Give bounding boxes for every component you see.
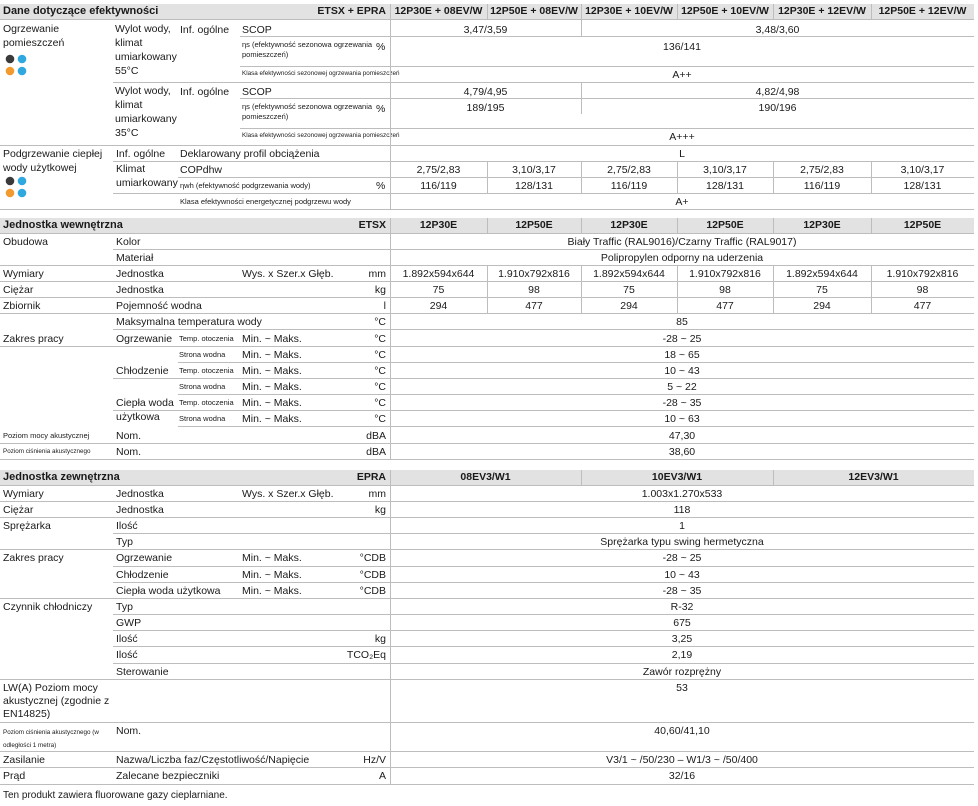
eta-wh-value: 116/119: [803, 180, 841, 192]
dhw-range-label: Ciepła woda użytkowa: [116, 397, 174, 423]
sound-power-label: Poziom mocy akustycznej: [3, 431, 90, 440]
celsius-unit: °C: [374, 397, 386, 409]
minmax-label: Min. ~ Maks.: [242, 333, 302, 345]
refrigerant-qty-value: 3,25: [671, 633, 693, 645]
general-info-label: Inf. ogólne: [180, 24, 230, 36]
copdhw-value: 3,10/3,17: [900, 164, 945, 176]
nom-label: Nom.: [116, 725, 142, 737]
quantity-label: Ilość: [116, 633, 138, 645]
fuse-label: Zalecane bezpieczniki: [116, 770, 220, 782]
ambient-label: Temp. otoczenia: [179, 398, 234, 407]
copdhw-value: 2,75/2,83: [800, 164, 844, 176]
dhw-water-value: 10 ~ 63: [664, 413, 700, 425]
class-55-value: A++: [672, 69, 692, 81]
fuse-value: 32/16: [668, 770, 696, 782]
volume-value: 294: [813, 300, 831, 312]
dba-unit: dBA: [366, 446, 386, 458]
mm-unit: mm: [368, 268, 386, 280]
operating-range-label: Zakres pracy: [3, 552, 64, 564]
efficiency-title: Dane dotyczące efektywności: [3, 5, 159, 17]
outdoor-col-2: 10EV3/W1: [651, 471, 703, 483]
indoor-col-3: 12P30E: [610, 219, 648, 231]
eta-s-label: ηs (efektywność sezonowa ogrzewania pomieszczeń): [242, 40, 373, 59]
hwd-label: Wys. x Szer.x Głęb.: [242, 268, 334, 280]
dimensions-label: Wymiary: [3, 488, 44, 500]
indoor-col-2: 12P50E: [515, 219, 553, 231]
dims-value: 1.910x792x816: [498, 268, 570, 280]
refrigerant-type-value: R-32: [670, 601, 694, 613]
compressor-type-value: Sprężarka typu swing hermetyczna: [600, 536, 764, 548]
max-temp-value: 85: [676, 316, 688, 328]
water-volume-label: Pojemność wodna: [116, 300, 202, 312]
max-temp-label: Maksymalna temperatura wody: [116, 316, 262, 328]
compressor-qty-value: 1: [679, 520, 685, 532]
cool-water-value: 5 ~ 22: [667, 381, 697, 393]
scop-55-value: 3,48/3,60: [755, 24, 800, 36]
minmax-label: Min. ~ Maks.: [242, 552, 302, 564]
material-value: Polipropylen odporny na uderzenia: [600, 252, 764, 264]
efficiency-col-3: 12P30E + 10EV/W: [585, 5, 673, 17]
operating-range-label: Zakres pracy: [3, 333, 64, 345]
eta-s-label: ηs (efektywność sezonowa ogrzewania pomieszczeń): [242, 102, 373, 121]
ambient-label: Temp. otoczenia: [179, 334, 234, 343]
droplets-icon: [3, 53, 29, 79]
indoor-unit-title: Jednostka wewnętrzna: [3, 219, 123, 231]
eta-35-value: 190/196: [758, 102, 797, 114]
control-value: Zawór rozprężny: [642, 666, 722, 678]
efficiency-model-mark: ETSX + EPRA: [317, 5, 386, 17]
percent-unit: %: [376, 180, 386, 192]
color-label: Kolor: [116, 236, 141, 248]
tco2-value: 2,19: [671, 649, 693, 661]
gwp-label: GWP: [116, 617, 142, 629]
dims-value: 1.892x594x644: [786, 268, 858, 280]
nom-label: Nom.: [116, 430, 142, 442]
indoor-col-4: 12P50E: [706, 219, 744, 231]
eta-wh-value: 116/119: [610, 180, 648, 192]
heat-ambient-value: -28 ~ 25: [662, 333, 702, 345]
weight-value: 75: [623, 284, 635, 296]
dims-value: 1.892x594x644: [402, 268, 475, 280]
minmax-label: Min. ~ Maks.: [242, 381, 302, 393]
general-info-label: Inf. ogólne: [180, 86, 230, 98]
volume-value: 294: [429, 300, 448, 312]
cdb-unit: °CDB: [359, 585, 386, 597]
hzv-unit: Hz/V: [363, 754, 386, 766]
volume-value: 477: [913, 300, 932, 312]
lwa-value: 53: [676, 682, 688, 694]
outdoor-sound-pressure-label: Poziom ciśnienia akustycznego (w odległości 1 metra): [3, 729, 99, 749]
indoor-col-6: 12P50E: [903, 219, 942, 231]
sound-pressure-value: 38,60: [668, 446, 696, 458]
eta-wh-value: 128/131: [706, 180, 744, 192]
dims-value: 1.910x792x816: [689, 268, 761, 280]
kg-unit: kg: [374, 284, 386, 296]
efficiency-col-1: 12P30E + 08EV/W: [394, 5, 483, 17]
kg-unit: kg: [374, 633, 386, 645]
efficiency-col-4: 12P50E + 10EV/W: [681, 5, 769, 17]
dhw-general-label: Inf. ogólne: [116, 148, 166, 160]
dhw-class-value: A+: [675, 196, 689, 208]
copdhw-value: 3,10/3,17: [512, 164, 556, 176]
eta-35-value: 189/195: [466, 102, 505, 114]
outdoor-dhw-value: -28 ~ 35: [662, 585, 702, 597]
weight-value: 75: [816, 284, 828, 296]
droplets-icon: [3, 175, 29, 201]
copdhw-label: COPdhw: [180, 164, 223, 176]
outdoor-col-1: 08EV3/W1: [460, 471, 511, 483]
type-label: Typ: [116, 601, 133, 613]
weight-value: 98: [916, 284, 929, 296]
heating-label: Ogrzewanie: [116, 333, 173, 345]
cdb-unit: °CDB: [359, 569, 386, 581]
outdoor-dims-value: 1.003x1.270x533: [641, 488, 723, 500]
eta-wh-value: 128/131: [903, 180, 942, 192]
outdoor-model-mark: EPRA: [356, 471, 386, 483]
minmax-label: Min. ~ Maks.: [242, 585, 302, 597]
energy-class-label: Klasa efektywności sezonowej ogrzewania pomieszczeń: [242, 70, 400, 77]
volume-value: 294: [620, 300, 638, 312]
celsius-unit: °C: [374, 316, 386, 328]
tco2-unit: TCO₂Eq: [346, 649, 386, 661]
unit-label: Jednostka: [116, 268, 164, 280]
compressor-label: Sprężarka: [3, 520, 51, 532]
copdhw-value: 2,75/2,83: [607, 164, 651, 176]
weight-label: Ciężar: [3, 504, 34, 516]
nom-label: Nom.: [116, 446, 142, 458]
eta-wh-value: 116/119: [420, 180, 457, 192]
load-profile-label: Deklarowany profil obciążenia: [180, 148, 320, 160]
mild-35-label: Wylot wody, klimat umiarkowany 35°C: [115, 85, 177, 139]
scop-55-value: 3,47/3,59: [463, 24, 508, 36]
scop-label: SCOP: [242, 86, 272, 98]
heating-label: Ogrzewanie: [116, 552, 173, 564]
celsius-unit: °C: [374, 413, 386, 425]
outdoor-heat-value: -28 ~ 25: [662, 552, 702, 564]
quantity-label: Ilość: [116, 649, 138, 661]
lwa-label: LW(A) Poziom mocy akustycznej (zgodnie z EN14825): [3, 682, 110, 720]
percent-unit: %: [376, 103, 386, 115]
color-value: Biały Traffic (RAL9016)/Czarny Traffic (RAL9017): [567, 236, 797, 248]
litre-unit: l: [383, 300, 386, 312]
waterside-label: Strona wodna: [179, 350, 226, 359]
dimensions-label: Wymiary: [3, 268, 44, 280]
current-label: Prąd: [3, 770, 26, 782]
indoor-col-1: 12P30E: [419, 219, 458, 231]
tank-label: Zbiornik: [3, 300, 41, 312]
control-label: Sterowanie: [116, 666, 169, 678]
minmax-label: Min. ~ Maks.: [242, 349, 302, 361]
minmax-label: Min. ~ Maks.: [242, 569, 302, 581]
mild-55-label: Wylot wody, klimat umiarkowany 55°C: [115, 23, 177, 77]
waterside-label: Strona wodna: [179, 414, 226, 423]
heat-water-value: 18 ~ 65: [664, 349, 700, 361]
waterside-label: Strona wodna: [179, 382, 226, 391]
indoor-col-5: 12P30E: [803, 219, 841, 231]
outdoor-cool-value: 10 ~ 43: [664, 569, 700, 581]
volume-value: 477: [525, 300, 543, 312]
energy-class-label: Klasa efektywności sezonowej ogrzewania pomieszczeń: [242, 132, 400, 139]
indoor-model-mark: ETSX: [358, 219, 386, 231]
copdhw-value: 2,75/2,83: [416, 164, 461, 176]
outdoor-col-3: 12EV3/W1: [848, 471, 899, 483]
outdoor-unit-title: Jednostka zewnętrzna: [3, 471, 120, 483]
dba-unit: dBA: [366, 430, 386, 442]
material-label: Materiał: [116, 252, 154, 264]
outdoor-sound-pressure-value: 40,60/41,10: [654, 725, 710, 737]
celsius-unit: °C: [374, 381, 386, 393]
copdhw-value: 3,10/3,17: [703, 164, 747, 176]
unit-label: Jednostka: [116, 504, 164, 516]
supply-value: V3/1 ~ /50/230 – W1/3 ~ /50/400: [606, 754, 758, 766]
amp-unit: A: [378, 770, 386, 782]
dhw-ambient-value: -28 ~ 35: [662, 397, 702, 409]
load-profile-value: L: [679, 148, 685, 160]
mm-unit: mm: [368, 488, 386, 500]
sound-power-value: 47,30: [668, 430, 696, 442]
quantity-label: Ilość: [116, 520, 138, 532]
weight-value: 75: [432, 284, 445, 296]
cdb-unit: °CDB: [359, 552, 386, 564]
celsius-unit: °C: [374, 333, 386, 345]
scop-label: SCOP: [242, 24, 272, 36]
eta-wh-value: 128/131: [515, 180, 553, 192]
gwp-value: 675: [673, 617, 691, 629]
hwd-label: Wys. x Szer.x Głęb.: [242, 488, 334, 500]
outdoor-weight-value: 118: [673, 504, 691, 516]
cooling-label: Chłodzenie: [116, 365, 169, 377]
minmax-label: Min. ~ Maks.: [242, 365, 302, 377]
eta-55-value: 136/141: [663, 41, 701, 53]
minmax-label: Min. ~ Maks.: [242, 397, 302, 409]
eta-wh-label: ηwh (efektywność podgrzewania wody): [180, 181, 311, 190]
efficiency-col-5: 12P30E + 12EV/W: [778, 5, 866, 17]
volume-value: 477: [716, 300, 734, 312]
scop-35-value: 4,82/4,98: [755, 86, 800, 98]
type-label: Typ: [116, 536, 133, 548]
sound-pressure-label: Poziom ciśnienia akustycznego: [3, 448, 91, 455]
dhw-climate-label: Klimat umiarkowany: [116, 163, 178, 189]
percent-unit: %: [376, 41, 386, 53]
cooling-label: Chłodzenie: [116, 569, 169, 581]
celsius-unit: °C: [374, 365, 386, 377]
scop-35-value: 4,79/4,95: [463, 86, 508, 98]
footnote: Ten produkt zawiera fluorowane gazy cieplarniane.: [3, 790, 228, 801]
minmax-label: Min. ~ Maks.: [242, 413, 302, 425]
space-heating-label: Ogrzewanie pomieszczeń: [3, 23, 65, 49]
supply-spec-label: Nazwa/Liczba faz/Częstotliwość/Napięcie: [116, 754, 310, 766]
ambient-label: Temp. otoczenia: [179, 366, 234, 375]
casing-label: Obudowa: [3, 236, 48, 248]
efficiency-col-6: 12P50E + 12EV/W: [878, 5, 967, 17]
cool-ambient-value: 10 ~ 43: [664, 365, 700, 377]
unit-label: Jednostka: [116, 488, 164, 500]
dims-value: 1.892x594x644: [593, 268, 665, 280]
kg-unit: kg: [374, 504, 386, 516]
refrigerant-label: Czynnik chłodniczy: [3, 601, 93, 613]
weight-value: 98: [719, 284, 731, 296]
weight-value: 98: [528, 284, 540, 296]
dhw-class-label: Klasa efektywności energetycznej podgrzewu wody: [180, 197, 351, 206]
dims-value: 1.910x792x816: [886, 268, 959, 280]
power-supply-label: Zasilanie: [3, 754, 46, 766]
unit-label: Jednostka: [116, 284, 164, 296]
class-35-value: A+++: [669, 131, 695, 143]
dhw-label: Podgrzewanie ciepłej wody użytkowej: [3, 148, 103, 174]
weight-label: Ciężar: [3, 284, 34, 296]
dhw-label: Ciepła woda użytkowa: [116, 585, 221, 597]
efficiency-col-2: 12P50E + 08EV/W: [490, 5, 578, 17]
celsius-unit: °C: [374, 349, 386, 361]
